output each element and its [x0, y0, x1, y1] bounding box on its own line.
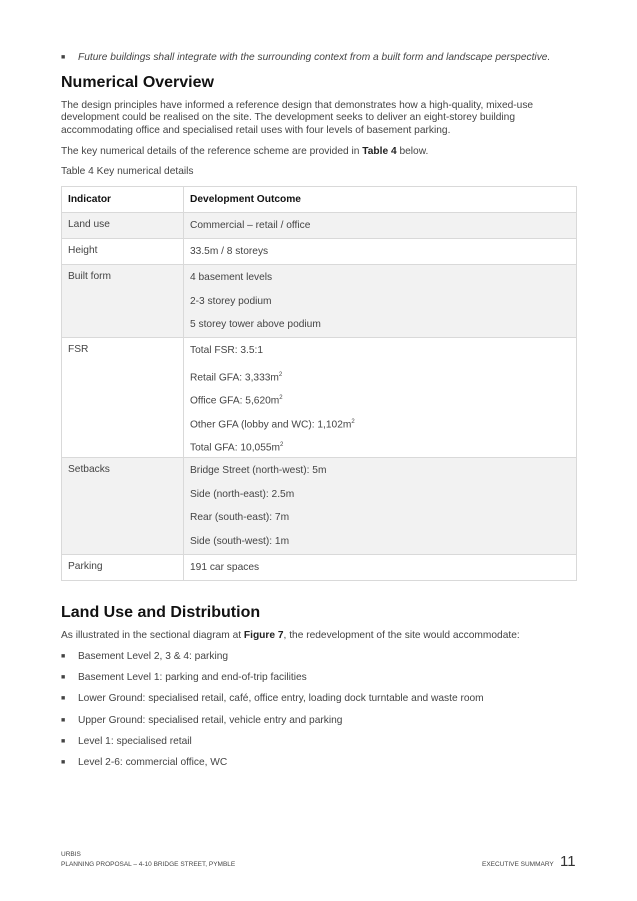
outcome-line-text: 4 basement levels	[190, 272, 273, 283]
superscript-unit: 2	[278, 371, 283, 378]
outcome-line-text: Rear (south-east): 7m	[190, 512, 290, 523]
list-item-text: Lower Ground: specialised retail, café, office entry, loading dock turntable and waste room	[78, 693, 484, 705]
table-caption: Table 4 Key numerical details	[61, 166, 194, 177]
outcome-line-text: Total FSR: 3.5:1	[190, 345, 264, 356]
outcome-line-text: Commercial – retail / office	[190, 220, 311, 231]
list-item	[61, 714, 484, 735]
indicator-cell: Land use	[62, 213, 184, 239]
figure-reference-link: Figure 7	[243, 630, 284, 641]
outcome-line	[190, 245, 570, 259]
outcome-cell	[184, 554, 577, 580]
bullet-icon: ■	[61, 695, 66, 703]
header-indicator: Indicator	[62, 187, 184, 213]
land-use-intro-text-end: , the redevelopment of the site would accommodate:	[283, 630, 520, 641]
list-item-text: Basement Level 1: parking and end-of-trip facilities	[78, 672, 307, 684]
outcome-cell	[184, 265, 577, 338]
superscript-unit: 2	[280, 442, 284, 448]
indicator-cell: Parking	[62, 554, 184, 580]
outcome-line-text: Other GFA (lobby and WC): 1,102m	[190, 418, 352, 430]
table-reference-text: The key numerical details of the reference scheme are provided in	[61, 146, 363, 157]
outcome-line	[190, 368, 570, 392]
table-row	[62, 554, 577, 580]
top-bullet-item	[61, 52, 581, 63]
superscript-unit: 2	[351, 418, 355, 425]
table-row	[62, 458, 577, 555]
outcome-line	[190, 415, 570, 439]
bullet-icon: ■	[61, 758, 66, 766]
outcome-line	[190, 344, 570, 368]
indicator-cell: Built form	[62, 265, 184, 338]
key-numerical-details-table	[61, 186, 577, 581]
list-item	[61, 692, 484, 713]
list-item	[61, 735, 484, 756]
bullet-icon: ■	[61, 54, 66, 61]
indicator-cell: Setbacks	[62, 458, 184, 555]
land-use-intro-paragraph	[61, 630, 577, 642]
outcome-line	[190, 391, 570, 415]
outcome-line	[190, 464, 570, 488]
bullet-icon: ■	[61, 653, 66, 660]
table-reference-link: Table 4	[362, 146, 397, 157]
table-reference-paragraph	[61, 146, 577, 158]
bullet-icon: ■	[61, 737, 66, 745]
list-item-text: Level 1: specialised retail	[78, 735, 192, 747]
list-item	[61, 650, 484, 671]
outcome-line-text: Side (north-east): 2.5m	[190, 488, 295, 500]
list-item-text: Upper Ground: specialised retail, vehicle entry and parking	[78, 714, 343, 726]
outcome-line	[190, 219, 570, 233]
outcome-line-text: 191 car spaces	[190, 561, 260, 573]
table-row	[62, 265, 577, 338]
outcome-line-text: Total GFA: 10,055m	[190, 442, 281, 454]
table-row	[62, 239, 577, 265]
overview-paragraph: The design principles have informed a reference design that demonstrates how a high-quality, mixed-use development could be realised on the site. The development seeks to deliver an eight-storey building accommodating office and specialised retail uses with four levels of basement parking.	[61, 100, 534, 136]
table-header-row	[62, 187, 577, 213]
outcome-cell	[184, 239, 577, 265]
page-number: 11	[560, 853, 576, 870]
outcome-line	[190, 295, 570, 319]
bullet-icon: ■	[61, 674, 66, 682]
outcome-line-text: 5 storey tower above podium	[190, 319, 321, 330]
table-row	[62, 338, 577, 458]
outcome-line-text: 2-3 storey podium	[190, 295, 272, 307]
footer-company: URBIS	[61, 851, 81, 858]
table-row	[62, 213, 577, 239]
section-heading-numerical-overview: Numerical Overview	[61, 74, 214, 91]
footer-section-name: EXECUTIVE SUMMARY	[482, 861, 554, 868]
list-item	[61, 756, 484, 777]
outcome-line-text: Side (south-west): 1m	[190, 535, 290, 547]
outcome-cell	[184, 213, 577, 239]
top-bullet-text: Future buildings shall integrate with the surrounding context from a built form and landscape perspective.	[78, 52, 551, 63]
section-heading-land-use: Land Use and Distribution	[61, 604, 261, 621]
outcome-line	[190, 318, 570, 332]
list-item	[61, 671, 484, 692]
superscript-unit: 2	[279, 395, 283, 401]
footer-document-title: PLANNING PROPOSAL – 4-10 BRIDGE STREET, PYMBLE	[61, 861, 236, 868]
outcome-cell	[184, 338, 577, 458]
list-item-text: Level 2-6: commercial office, WC	[78, 756, 228, 768]
outcome-line-text: Bridge Street (north-west): 5m	[190, 465, 327, 476]
table-reference-text-end: below.	[396, 146, 429, 157]
land-use-list	[61, 650, 484, 777]
outcome-cell	[184, 458, 577, 555]
outcome-line-text: 33.5m / 8 storeys	[190, 246, 269, 257]
bullet-icon: ■	[61, 716, 66, 724]
land-use-intro-text: As illustrated in the sectional diagram at	[61, 630, 244, 641]
list-item-text: Basement Level 2, 3 & 4: parking	[78, 651, 229, 662]
outcome-line	[190, 535, 570, 549]
outcome-line	[190, 488, 570, 512]
indicator-cell: Height	[62, 239, 184, 265]
outcome-line-text: Retail GFA: 3,333m	[190, 371, 279, 383]
outcome-line	[190, 438, 570, 452]
outcome-line	[190, 271, 570, 295]
outcome-line	[190, 561, 570, 575]
outcome-line	[190, 511, 570, 535]
indicator-cell: FSR	[62, 338, 184, 458]
outcome-line-text: Office GFA: 5,620m	[190, 395, 280, 407]
header-development-outcome: Development Outcome	[184, 187, 577, 213]
